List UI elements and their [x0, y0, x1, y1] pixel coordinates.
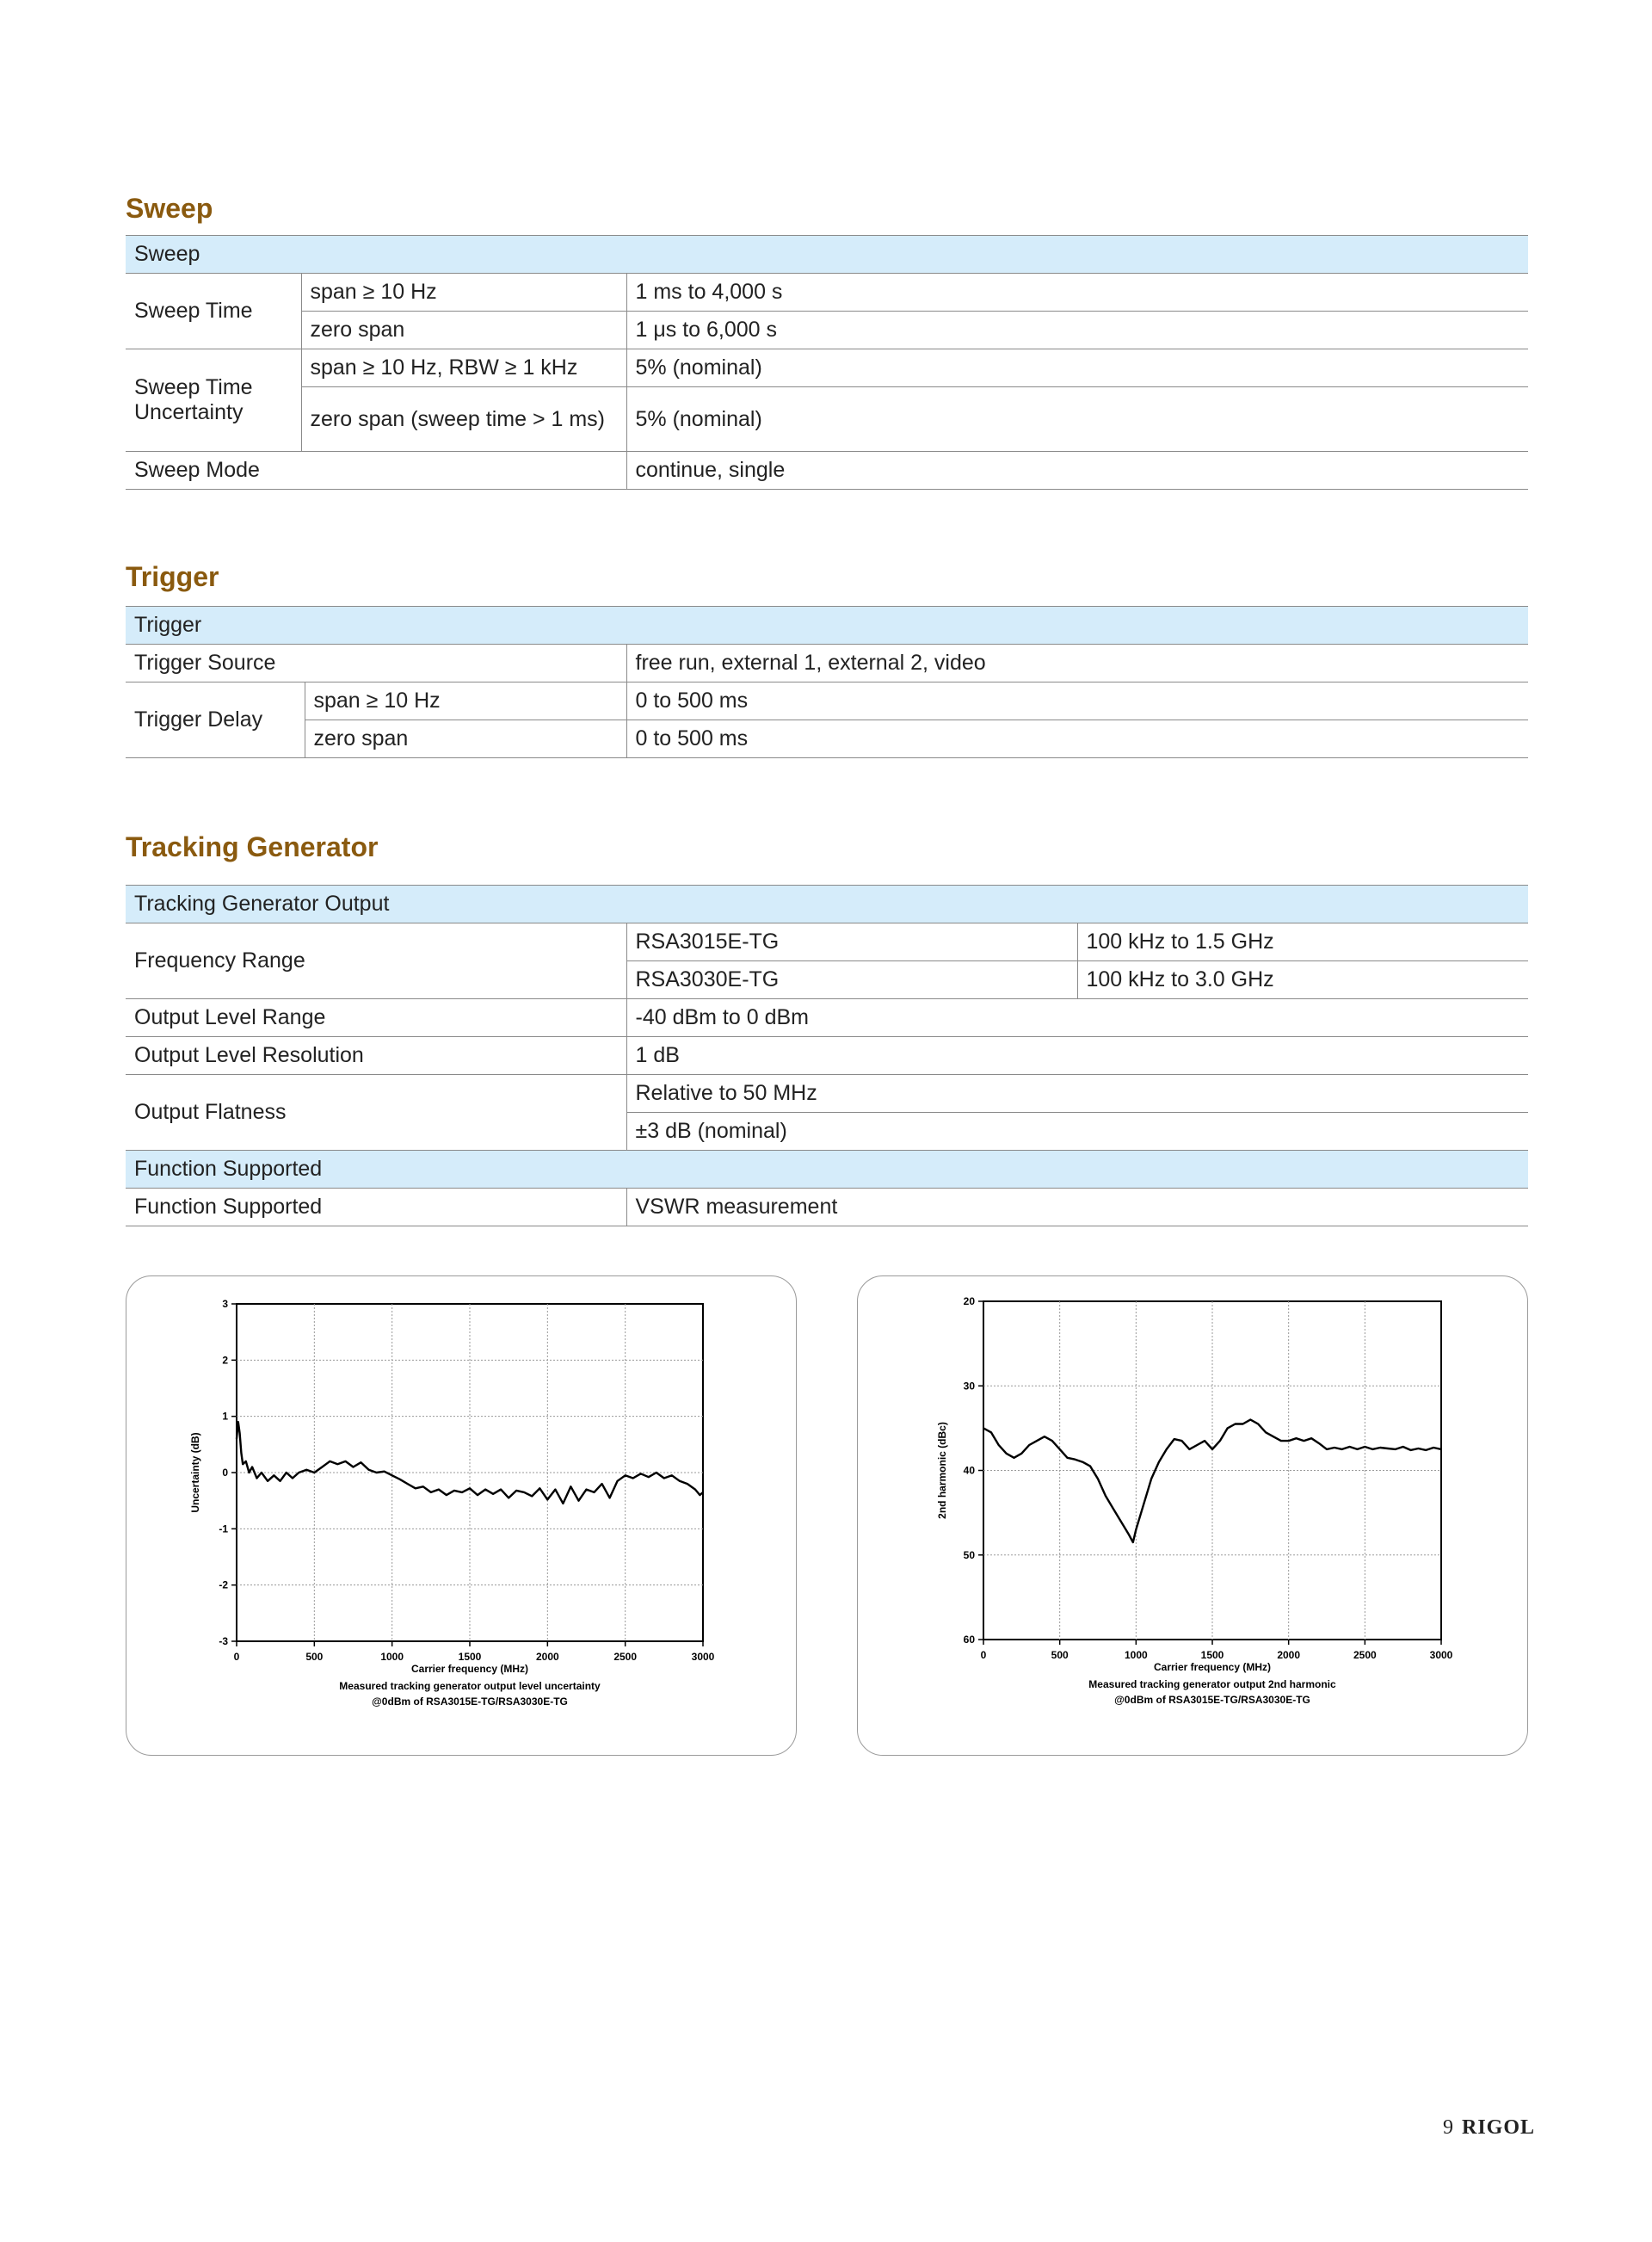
- y-tick-label: 20: [963, 1295, 975, 1307]
- x-tick-label: 2000: [535, 1651, 559, 1663]
- tg-flatness-val2: ±3 dB (nominal): [626, 1113, 1528, 1151]
- x-tick-label: 500: [305, 1651, 324, 1663]
- y-tick-label: -1: [219, 1522, 228, 1535]
- tg-flatness-val1: Relative to 50 MHz: [626, 1075, 1528, 1113]
- tg-level-res-label: Output Level Resolution: [126, 1037, 626, 1075]
- sweep-table: [126, 235, 1528, 490]
- sweep-time-cond2: zero span: [301, 312, 626, 349]
- y-tick-label: -3: [219, 1635, 228, 1647]
- trigger-delay-val1: 0 to 500 ms: [626, 682, 1528, 720]
- trigger-delay-cond2: zero span: [305, 720, 626, 758]
- tg-freq-model1: RSA3015E-TG: [626, 923, 1077, 961]
- trigger-delay-val2: 0 to 500 ms: [626, 720, 1528, 758]
- tg-func-value: VSWR measurement: [626, 1189, 1528, 1226]
- uncertainty-chart: [126, 1276, 798, 1757]
- x-tick-label: 3000: [691, 1651, 715, 1663]
- x-tick-label: 0: [980, 1649, 987, 1661]
- trigger-section-title: Trigger: [126, 561, 219, 592]
- trigger-delay-label: Trigger Delay: [126, 682, 305, 758]
- y-axis-label: 2nd harmonic (dBc): [936, 1422, 948, 1519]
- x-tick-label: 0: [233, 1651, 240, 1663]
- tg-level-range-value: -40 dBm to 0 dBm: [626, 999, 1528, 1037]
- y-tick-label: 40: [963, 1464, 975, 1477]
- tg-func-header: Function Supported: [126, 1151, 1528, 1189]
- sweep-uncertainty-cond1: span ≥ 10 Hz, RBW ≥ 1 kHz: [301, 349, 626, 387]
- chart-caption-line2: @0dBm of RSA3015E-TG/RSA3030E-TG: [372, 1695, 568, 1708]
- y-tick-label: 50: [963, 1548, 975, 1561]
- x-tick-label: 1000: [1124, 1649, 1148, 1661]
- sweep-header: Sweep: [126, 236, 1528, 274]
- tg-section-title: Tracking Generator: [126, 831, 379, 862]
- tg-freq-label: Frequency Range: [126, 923, 626, 999]
- x-tick-label: 500: [1051, 1649, 1069, 1661]
- tg-header: Tracking Generator Output: [126, 886, 1528, 923]
- chart-caption-line1: Measured tracking generator output 2nd harmonic: [1088, 1678, 1336, 1690]
- uncertainty-chart-panel: [126, 1275, 797, 1756]
- x-tick-label: 3000: [1429, 1649, 1453, 1661]
- tg-table: [126, 885, 1528, 1226]
- x-axis-label: Carrier frequency (MHz): [410, 1663, 529, 1675]
- y-axis-label: Uncertainty (dB): [189, 1432, 201, 1513]
- sweep-mode-value: continue, single: [626, 452, 1528, 490]
- tg-freq-val1: 100 kHz to 1.5 GHz: [1077, 923, 1528, 961]
- sweep-uncertainty-val1: 5% (nominal): [626, 349, 1528, 387]
- page-footer: [1443, 2115, 1535, 2140]
- trigger-header: Trigger: [126, 607, 1528, 645]
- trigger-source-label: Trigger Source: [126, 645, 626, 682]
- sweep-uncertainty-label: Sweep Time Uncertainty: [126, 349, 301, 452]
- trigger-table: [126, 606, 1528, 758]
- sweep-section-title: Sweep: [126, 193, 213, 224]
- y-tick-label: 1: [222, 1410, 228, 1423]
- trigger-source-value: free run, external 1, external 2, video: [626, 645, 1528, 682]
- y-tick-label: 60: [963, 1634, 975, 1646]
- tg-level-range-label: Output Level Range: [126, 999, 626, 1037]
- sweep-time-val2: 1 μs to 6,000 s: [626, 312, 1528, 349]
- trigger-delay-cond1: span ≥ 10 Hz: [305, 682, 626, 720]
- tg-level-res-value: 1 dB: [626, 1037, 1528, 1075]
- harmonic-chart-panel: [857, 1275, 1528, 1756]
- tg-freq-val2: 100 kHz to 3.0 GHz: [1077, 961, 1528, 999]
- page-number: 9: [1442, 2116, 1453, 2139]
- sweep-uncertainty-cond2: zero span (sweep time > 1 ms): [301, 387, 626, 452]
- sweep-time-val1: 1 ms to 4,000 s: [626, 274, 1528, 312]
- x-axis-label: Carrier frequency (MHz): [1153, 1661, 1272, 1673]
- x-tick-label: 1500: [458, 1651, 482, 1663]
- x-tick-label: 1500: [1200, 1649, 1224, 1661]
- sweep-mode-label: Sweep Mode: [126, 452, 626, 490]
- sweep-time-label: Sweep Time: [126, 274, 301, 349]
- x-tick-label: 2500: [1353, 1649, 1377, 1661]
- chart-caption-line2: @0dBm of RSA3015E-TG/RSA3030E-TG: [1114, 1694, 1310, 1706]
- y-tick-label: -2: [219, 1578, 228, 1591]
- sweep-time-cond1: span ≥ 10 Hz: [301, 274, 626, 312]
- y-tick-label: 3: [222, 1298, 228, 1310]
- sweep-uncertainty-val2: 5% (nominal): [626, 387, 1528, 452]
- x-tick-label: 1000: [380, 1651, 404, 1663]
- tg-func-label: Function Supported: [126, 1189, 626, 1226]
- y-tick-label: 30: [963, 1380, 975, 1393]
- chart-caption-line1: Measured tracking generator output level uncertainty: [339, 1680, 601, 1692]
- x-tick-label: 2000: [1277, 1649, 1301, 1661]
- tg-flatness-label: Output Flatness: [126, 1075, 626, 1151]
- y-tick-label: 2: [222, 1354, 228, 1367]
- x-tick-label: 2500: [613, 1651, 638, 1663]
- brand-logo: RIGOL: [1461, 2116, 1535, 2139]
- y-tick-label: 0: [222, 1467, 228, 1479]
- tg-freq-model2: RSA3030E-TG: [626, 961, 1077, 999]
- harmonic-chart: [858, 1276, 1529, 1757]
